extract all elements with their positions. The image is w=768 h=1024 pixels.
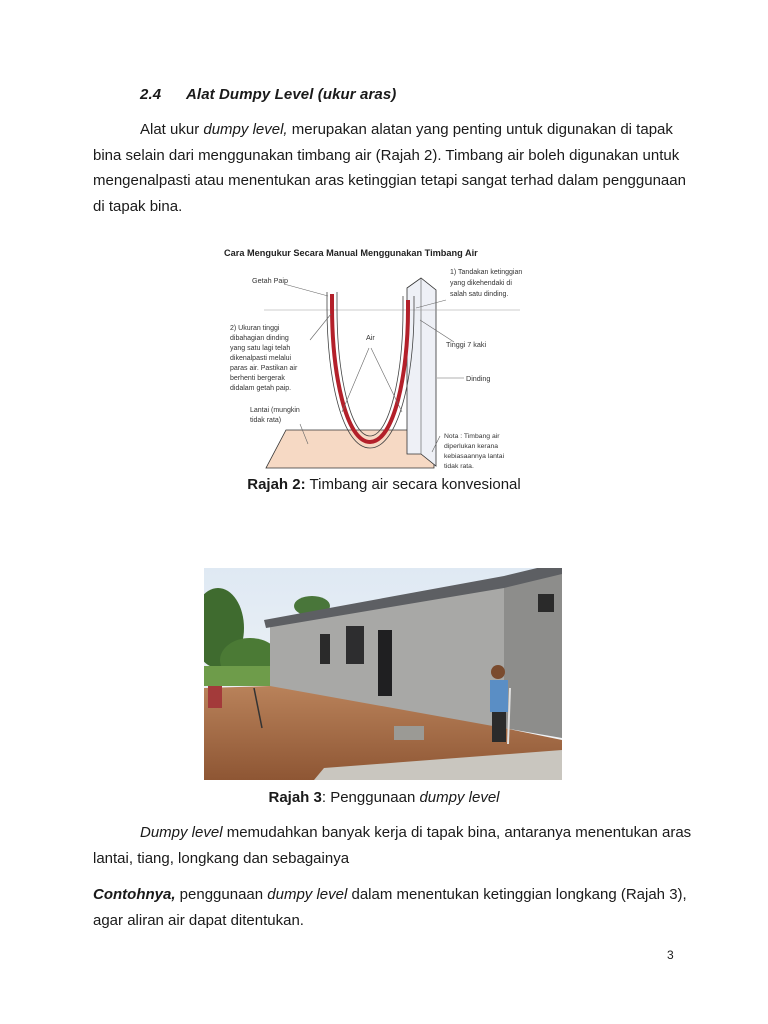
label-lantai xyxy=(250,407,300,424)
note2-line: dikenalpasti melalui xyxy=(230,355,292,362)
note2-line: dibahagian dinding xyxy=(230,335,289,342)
para2-em: Dumpy level xyxy=(140,824,223,841)
figure-site-photo xyxy=(204,568,562,780)
figure2-caption-label: Rajah 2: xyxy=(247,476,306,493)
note1-line: yang dikehendaki di xyxy=(450,280,512,287)
note-nota xyxy=(444,433,505,470)
note1-line: 1) Tandakan ketinggian xyxy=(450,269,523,276)
para3-rest: dalam menentukan ketinggian longkang (Rajah 3), agar aliran air dapat ditentukan. xyxy=(93,886,687,929)
note2-line: yang satu lagi telah xyxy=(230,345,291,352)
note2-line: paras air. Pastikan air xyxy=(230,365,298,372)
note-2 xyxy=(230,325,298,392)
figure3-caption xyxy=(0,789,768,806)
nota-line: Nota : Timbang air xyxy=(444,433,500,440)
fig2-title: Cara Mengukur Secara Manual Menggunakan Timbang Air xyxy=(224,248,478,258)
label-air: Air xyxy=(366,333,375,342)
lantai-line: tidak rata) xyxy=(250,417,282,424)
paragraph-example xyxy=(93,882,713,933)
figure3-caption-em: dumpy level xyxy=(419,789,500,806)
note1-line: salah satu dinding. xyxy=(450,291,509,298)
section-heading xyxy=(140,86,396,103)
lantai-line: Lantai (mungkin xyxy=(250,407,300,414)
para3-strong: Contohnya, xyxy=(93,886,176,903)
para2-rest: memudahkan banyak kerja di tapak bina, antaranya menentukan aras lantai, tiang, longkang dan sebagainya xyxy=(93,824,692,867)
figure3-caption-label: Rajah 3 xyxy=(268,789,322,806)
nota-line: diperlukan kerana xyxy=(444,443,499,450)
figure-water-level-diagram xyxy=(224,244,544,472)
note2-line: 2) Ukuran tinggi xyxy=(230,325,280,332)
label-tinggi: Tinggi 7 kaki xyxy=(446,340,487,349)
label-getah-paip: Getah Paip xyxy=(252,276,288,285)
para1-em: dumpy level, xyxy=(203,121,288,138)
para1-lead: Alat ukur xyxy=(140,121,204,138)
para1-rest: merupakan alatan yang penting untuk digunakan di tapak bina selain dari menggunakan timbang air (Rajah 2). Timbang air boleh digunakan untuk mengenalpasti atau menentukan aras ketinggian tetapi sangat terhad dalam penggunaan di tapak bina. xyxy=(93,121,686,215)
note2-line: didalam getah paip. xyxy=(230,385,292,392)
note2-line: berhenti bergerak xyxy=(230,375,285,382)
note-1 xyxy=(450,269,522,298)
para3-mid: penggunaan xyxy=(175,886,268,903)
section-title: Alat Dumpy Level (ukur aras) xyxy=(186,86,397,103)
nota-line: tidak rata. xyxy=(444,463,474,470)
section-number: 2.4 xyxy=(140,86,162,103)
nota-line: kebiasaannya lantai xyxy=(444,453,505,460)
figure3-caption-sep: : Penggunaan xyxy=(321,789,420,806)
wall-shape xyxy=(407,278,436,466)
para3-em: dumpy level xyxy=(267,886,348,903)
figure2-caption xyxy=(0,476,768,493)
figure2-caption-text: Timbang air secara konvesional xyxy=(305,476,521,493)
page-number: 3 xyxy=(667,948,674,962)
label-dinding: Dinding xyxy=(466,374,491,383)
paragraph-intro xyxy=(93,117,693,219)
paragraph-usage xyxy=(93,820,713,871)
